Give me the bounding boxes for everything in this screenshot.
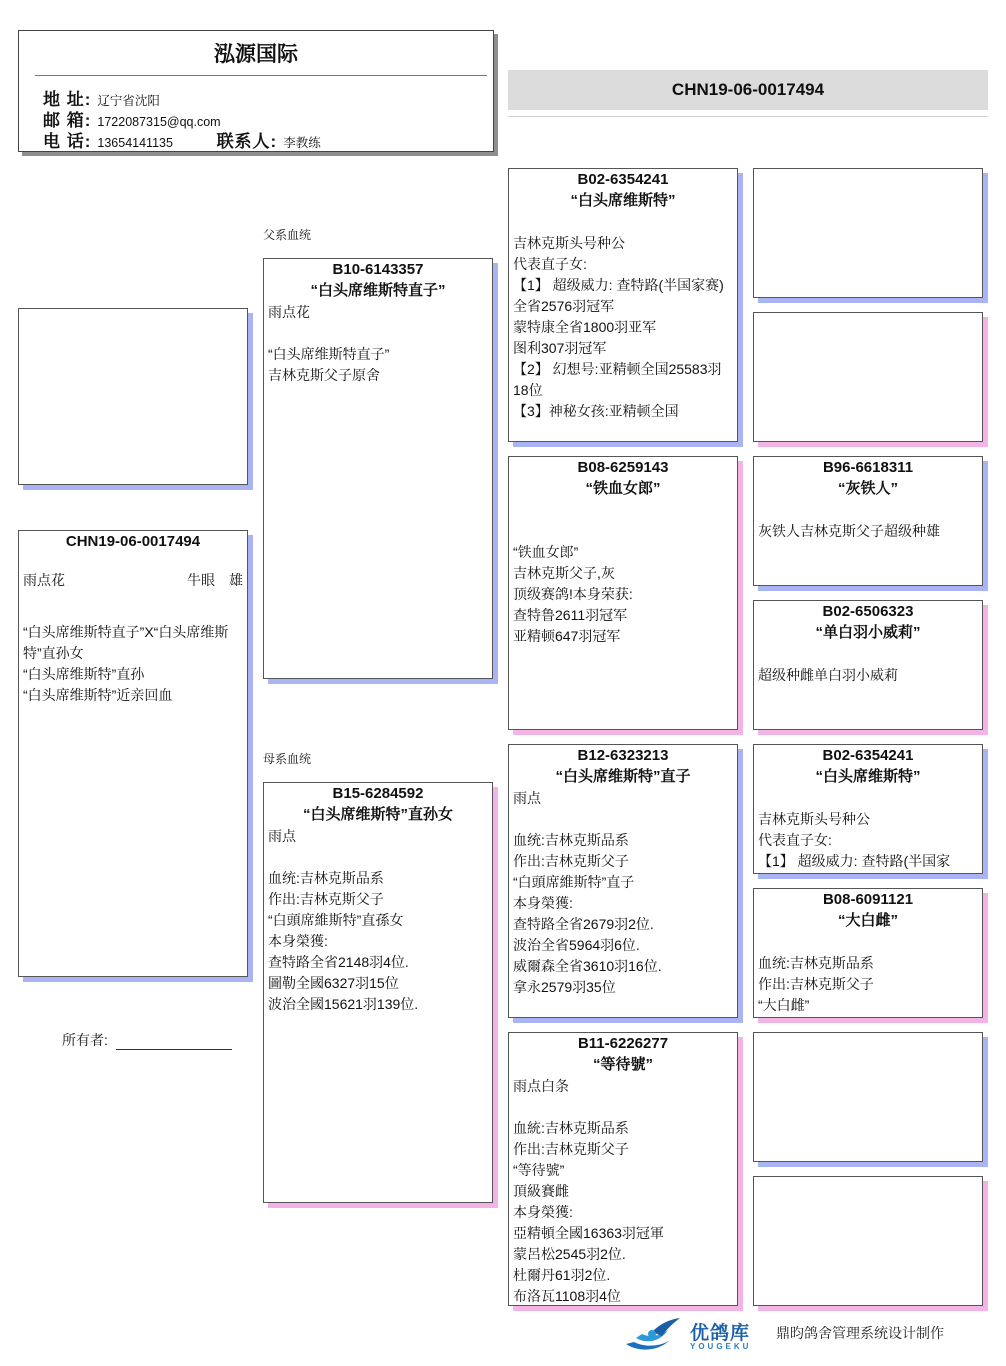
dam-sire-notes: 雨点 血统:吉林克斯品系 作出:吉林克斯父子 “白頭席維斯特”直子 本身榮獲: 查特路全省2679羽2位. 波治全省5964羽6位. 威爾森全省3610羽16位. 拿永2579羽35位	[513, 790, 662, 995]
phone-value: 13654141135	[97, 136, 173, 150]
sire-sire-notes: 吉林克斯头号种公 代表直子女: 【1】 超级威力: 查特路(半国家赛)全省2576羽冠军 蒙特康全省1800羽亚军 图利307羽冠军 【2】 幻想号:亚精顿全国25583羽18位 【3】神秘女孩:亚精顿全国	[513, 235, 724, 419]
dam-notes: 雨点 血统:吉林克斯品系 作出:吉林克斯父子 “白頭席維斯特”直孫女 本身榮獲: 查特路全省2148羽4位. 圖勒全國6327羽15位 波治全國15621羽139位.	[268, 828, 419, 1012]
owner-field	[62, 1030, 232, 1050]
subject-meta	[19, 570, 247, 591]
phone-label: 电 话:	[43, 132, 92, 151]
dam-sire-name: “白头席维斯特”直子	[555, 768, 691, 785]
ring-banner: CHN19-06-0017494	[508, 70, 988, 110]
dam-dam-name: “等待號”	[592, 1056, 653, 1073]
sire-dam-dam-card	[753, 600, 983, 730]
loft-header-card	[18, 30, 494, 152]
dam-dam-notes: 雨点白条 血統:吉林克斯品系 作出:吉林克斯父子 “等待號” 頂級賽雌 本身榮獲: 亞精頓全國16363羽冠軍 蒙呂松2545羽2位. 杜爾丹61羽2位. 布洛瓦1108羽4位	[513, 1078, 664, 1304]
pigeon-photo-frame	[18, 308, 248, 485]
address-value: 辽宁省沈阳	[97, 94, 160, 108]
sire-sire-card	[508, 168, 738, 442]
phone-row	[43, 127, 321, 152]
sire-sire-dam-card	[753, 312, 983, 442]
dam-sire-dam-ring: B08-6091121	[822, 891, 914, 908]
dam-sire-ring: B12-6323213	[577, 747, 669, 764]
dam-sire-card	[508, 744, 738, 1018]
sire-dam-name: “铁血女郎”	[585, 480, 661, 497]
dam-sire-sire-name: “白头席维斯特”	[815, 768, 921, 785]
sire-sire-sire-card	[753, 168, 983, 298]
footer-credit: 鼎昀鸽舍管理系统设计制作	[776, 1325, 944, 1341]
sire-sire-ring: B02-6354241	[577, 171, 669, 188]
dam-dam-card	[508, 1032, 738, 1306]
email-value: 1722087315@qq.com	[97, 115, 221, 129]
dam-sire-dam-card	[753, 888, 983, 1018]
email-label: 邮 箱:	[43, 111, 92, 130]
yougeku-logo-icon	[622, 1314, 684, 1356]
brand-name: 优鸽库	[690, 1323, 751, 1344]
footer	[620, 1312, 990, 1356]
sire-name: “白头席维斯特直子”	[310, 282, 446, 299]
subject-card	[18, 530, 248, 977]
sire-dam-sire-notes: 灰铁人吉林克斯父子超级种雄	[758, 523, 940, 539]
brand-name-en: YOUGEKU	[690, 1342, 752, 1351]
subject-eye-sex: 牛眼 雄	[187, 572, 243, 588]
loft-name: 泓源国际	[214, 43, 298, 66]
dam-sire-sire-ring: B02-6354241	[822, 747, 914, 764]
dam-sire-dam-notes: 血统:吉林克斯品系 作出:吉林克斯父子 “大白雌”	[758, 955, 874, 1013]
sire-dam-ring: B08-6259143	[577, 459, 669, 476]
sire-ring: B10-6143357	[332, 261, 424, 278]
subject-notes: “白头席维斯特直子”X“白头席维斯特”直孙女 “白头席维斯特”直孙 “白头席维斯特”近亲回血	[23, 624, 229, 703]
header-divider	[35, 75, 487, 76]
dam-line-label: 母系血统	[263, 752, 312, 766]
banner-divider	[508, 116, 988, 117]
dam-sire-sire-notes: 吉林克斯头号种公 代表直子女: 【1】 超级威力: 查特路(半国家	[758, 811, 951, 869]
sire-dam-dam-notes: 超级种雌单白羽小威莉	[758, 667, 898, 683]
sire-dam-sire-ring: B96-6618311	[822, 459, 914, 476]
dam-ring: B15-6284592	[332, 785, 424, 802]
dam-card	[263, 782, 493, 1203]
subject-ring: CHN19-06-0017494	[65, 533, 201, 550]
subject-color: 雨点花	[23, 572, 65, 588]
dam-dam-ring: B11-6226277	[577, 1035, 669, 1052]
address-label: 地 址:	[43, 90, 92, 109]
sire-notes: 雨点花 “白头席维斯特直子” 吉林克斯父子原舍	[268, 304, 390, 383]
dam-sire-dam-name: “大白雌”	[837, 912, 898, 929]
dam-dam-sire-card	[753, 1032, 983, 1162]
sire-sire-name: “白头席维斯特”	[570, 192, 676, 209]
owner-label: 所有者:	[62, 1032, 108, 1048]
owner-signature-line	[116, 1033, 232, 1050]
sire-dam-sire-card	[753, 456, 983, 586]
sire-dam-notes: “铁血女郎” 吉林克斯父子,灰 顶级赛鸽!本身荣获: 查特鲁2611羽冠军 亚精顿647羽冠军	[513, 544, 633, 644]
sire-line-label: 父系血统	[263, 228, 312, 242]
contact-value: 李教练	[283, 136, 321, 150]
sire-card	[263, 258, 493, 679]
dam-sire-sire-card	[753, 744, 983, 874]
sire-dam-dam-ring: B02-6506323	[822, 603, 914, 620]
dam-dam-dam-card	[753, 1176, 983, 1306]
sire-dam-sire-name: “灰铁人”	[837, 480, 898, 497]
sire-dam-card	[508, 456, 738, 730]
contact-label: 联系人:	[216, 132, 278, 151]
sire-dam-dam-name: “单白羽小威莉”	[815, 624, 921, 641]
dam-name: “白头席维斯特”直孙女	[302, 806, 453, 823]
